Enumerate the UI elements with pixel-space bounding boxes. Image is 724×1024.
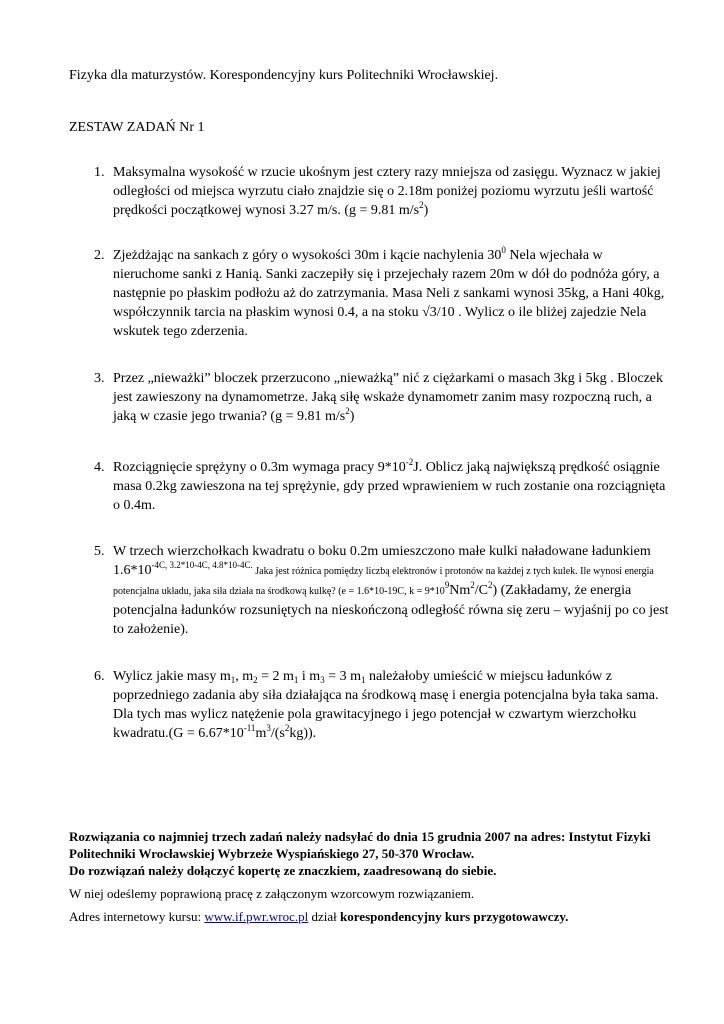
problem-text: Wylicz jakie masy m bbox=[113, 669, 231, 684]
problem-text: Nm bbox=[449, 583, 471, 598]
return-notice: W niej odeślemy poprawioną pracę z załączonym wzorcowym rozwiązaniem. bbox=[69, 886, 475, 901]
problem-number: 4. bbox=[94, 460, 105, 475]
subscript: 2 bbox=[253, 675, 258, 685]
problem-text: m bbox=[255, 726, 267, 741]
subscript: 1 bbox=[361, 675, 366, 685]
problem-text: /C bbox=[474, 583, 488, 598]
superscript: -11 bbox=[243, 723, 256, 733]
envelope-notice: Do rozwiązań należy dołączyć kopertę ze znaczkiem, zaadresowaną do siebie. bbox=[69, 863, 497, 878]
problem-number: 3. bbox=[94, 371, 105, 386]
problem-1 bbox=[69, 163, 669, 220]
problem-text: ) (Zakładamy, że energia potencjalna ładunków rozsuniętych na nieskończoną odległość równa się zeru – wyjaśnij po co jest to założenie). bbox=[113, 583, 669, 637]
superscript: 9 bbox=[444, 580, 450, 590]
problem-text: ) bbox=[349, 409, 355, 424]
problem-2 bbox=[69, 246, 669, 341]
footer bbox=[69, 828, 669, 925]
subscript: 3 bbox=[320, 675, 325, 685]
course-website-link[interactable]: www.if.pwr.wroc.pl bbox=[204, 909, 309, 924]
problem-text: = 3 m bbox=[324, 669, 361, 684]
problem-text: Rozciągnięcie sprężyny o 0.3m wymaga pracy 9*10 bbox=[113, 460, 406, 475]
superscript: 2 bbox=[345, 406, 350, 416]
problem-number: 6. bbox=[94, 669, 105, 684]
problem-text: Maksymalna wysokość w rzucie ukośnym jest cztery razy mniejsza od zasięgu. Wyznacz w jakiej odległości od miejsca wyrzutu ciało znajdzie się o 2.18m poniżej poziomu wyrzutu jeśli wartość prędkości początkowej wynosi 3.27 m/s. (g = 9.81 m/s bbox=[113, 165, 661, 218]
problem-text: /(s bbox=[270, 726, 285, 741]
problem-text: Zjeżdżając na sankach z góry o wysokości 30m i kącie nachylenia 30 bbox=[113, 248, 502, 263]
problem-text: kg)). bbox=[289, 726, 317, 741]
problem-text: należałoby umieścić w miejscu ładunków z poprzedniego zadania aby siła działająca na środkową masę i energia potencjalna była taka sama. Dla tych mas wylicz natężenie pola grawitacyjnego i jego potencjał w czwartym wierzchołku kwadratu.(G = 6.67*10 bbox=[113, 669, 659, 741]
course-address-line bbox=[69, 908, 669, 925]
superscript: 2 bbox=[419, 200, 424, 210]
problem-number: 1. bbox=[94, 165, 105, 180]
superscript: -4C, 3.2*10-4C, 4.8*10-4C. bbox=[151, 560, 253, 570]
problem-list bbox=[69, 163, 669, 743]
set-title: ZESTAW ZADAŃ Nr 1 bbox=[69, 120, 205, 135]
subscript: 1 bbox=[230, 675, 236, 685]
problem-text: i m bbox=[298, 669, 321, 684]
problem-number: 2. bbox=[94, 248, 105, 263]
superscript: 3 bbox=[266, 723, 271, 733]
superscript: 2 bbox=[470, 580, 475, 590]
problem-5 bbox=[69, 542, 669, 639]
document-header: Fizyka dla maturzystów. Korespondencyjny kurs Politechniki Wrocławskiej. bbox=[69, 68, 499, 83]
course-address-label: Adres internetowy kursu: bbox=[69, 909, 205, 924]
course-address-mid: dział bbox=[308, 909, 341, 924]
problem-small-text: Jaka jest różnica pomiędzy liczbą elektronów i protonów na każdej z tych kulek. Ile wynosi energia potencjalna układu, jaka siła działa na środkową kulkę? (e = 1.6*10-19C, k = 9*10 bbox=[113, 566, 654, 597]
subscript: 1 bbox=[293, 675, 299, 685]
problem-text: = 2 m bbox=[257, 669, 294, 684]
superscript: 2 bbox=[487, 580, 493, 590]
problem-6 bbox=[69, 667, 669, 743]
problem-text: W trzech wierzchołkach kwadratu o boku 0.2m umieszczono małe kulki naładowane ładunkiem 1.6*10 bbox=[113, 544, 651, 578]
deadline-notice: Rozwiązania co najmniej trzech zadań należy nadsyłać do dnia 15 grudnia 2007 na adres: Instytut Fizyki Politechniki Wrocławskiej Wybrzeże Wyspiańskiego 27, 50-370 Wrocław. bbox=[69, 829, 651, 861]
problem-3 bbox=[69, 369, 669, 426]
problem-text: Nela wjechała w nieruchome sanki z Hanią. Sanki zaczepiły się i przejechały razem 20m w dół do podnóża góry, a następnie po płaskim podłożu aż do zatrzymania. Masa Neli z sankami wynosi 35kg, a Hani 40kg, współczynnik tarcia na płaskim wynosi 0.4, a na stoku √3/10 . Wylicz o ile bliżej zajedzie Nela wskutek tego zderzenia. bbox=[113, 248, 665, 339]
superscript: -2 bbox=[405, 457, 414, 467]
problem-text: J. Oblicz jaką największą prędkość osiągnie masa 0.2kg zawieszona na tej sprężynie, gdy przed wprawieniem w ruch zostanie ona rozciągnięta o 0.4m. bbox=[113, 460, 666, 513]
problem-text: Przez „nieważki” bloczek przerzucono „nieważką” nić z ciężarkami o masach 3kg i 5kg . Bloczek jest zawieszony na dynamometrze. Jaką siłę wskaże dynamometr zanim masy rozpoczną ruch, a jaką w czasie jego trwania? (g = 9.81 m/s bbox=[113, 371, 663, 424]
superscript: 2 bbox=[284, 723, 290, 733]
superscript: 0 bbox=[501, 245, 506, 255]
course-section-name: korespondencyjny kurs przygotowawczy. bbox=[340, 909, 569, 924]
problem-text: , m bbox=[235, 669, 254, 684]
problem-number: 5. bbox=[94, 544, 105, 559]
problem-text: ) bbox=[423, 203, 429, 218]
problem-4 bbox=[69, 458, 669, 515]
